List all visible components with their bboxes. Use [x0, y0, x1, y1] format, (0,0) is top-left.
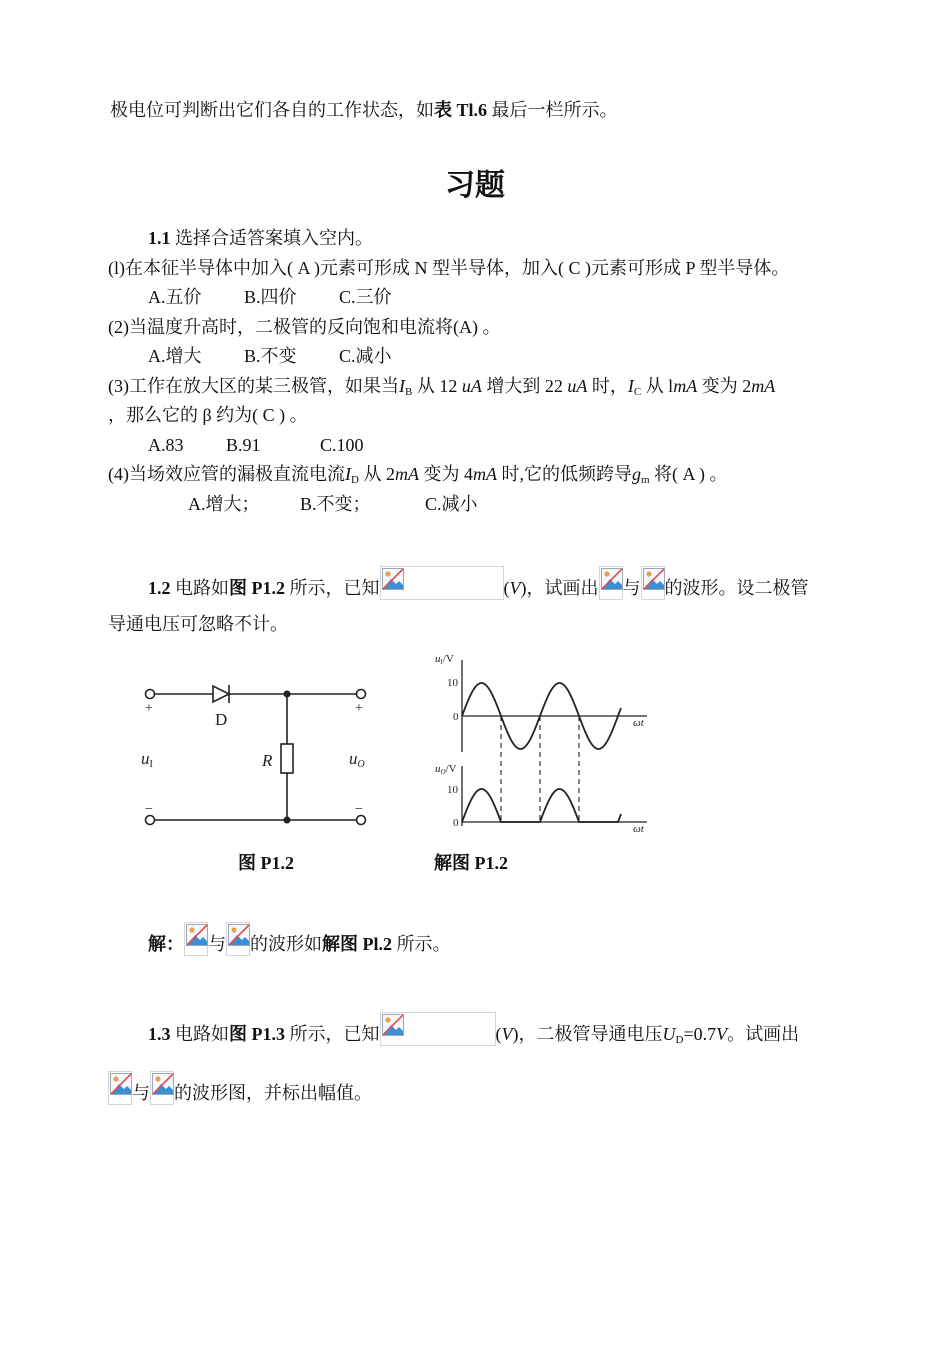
output-voltage-label: uO	[349, 749, 365, 770]
q1-3-text-line-2: 与 的波形图，并标出幅值。	[108, 1071, 372, 1105]
option-a: A.83	[148, 435, 184, 455]
waveform-diagram-p1-2	[425, 650, 660, 840]
option-b: B.不变	[244, 346, 297, 366]
section-title: 习题	[445, 168, 505, 203]
ui-tick-0: 0	[453, 711, 459, 723]
uo-tick-0: 0	[453, 817, 459, 829]
figure-reference: 图 P1.2	[229, 578, 285, 598]
option-b: B.91	[226, 435, 261, 455]
broken-image-icon	[184, 922, 208, 956]
question-intro: 选择合适答案填入空内。	[170, 228, 373, 248]
option-b: B.四价	[244, 287, 297, 307]
broken-image-icon	[380, 566, 504, 600]
uo-axis-label: uO/V	[435, 763, 457, 776]
table-reference: 表 Tl.6	[434, 100, 488, 120]
broken-image-icon	[226, 922, 250, 956]
uo-tick-10: 10	[447, 784, 458, 796]
broken-image-icon	[150, 1071, 174, 1105]
option-a: A.增大	[148, 346, 202, 366]
q1-1-item-3-cont: ，那么它的 β 约为( C ) 。	[108, 405, 308, 425]
q1-3-text-line-1: 1.3 电路如图 P1.3 所示，已知 (V)，二极管导通电压$U_D=0.7V$。试画出	[148, 1012, 799, 1052]
ui-axis-label: uI/V	[435, 653, 454, 666]
q1-2-text-line-2: 导通电压可忽略不计。	[108, 614, 288, 634]
q1-1-item-2: (2)当温度升高时，二极管的反向饱和电流将(A) 。	[108, 317, 501, 337]
option-c: C.100	[320, 435, 364, 455]
resistor-label: R	[262, 751, 273, 770]
diode-symbol	[213, 686, 229, 702]
input-terminal-top	[146, 690, 155, 699]
ui-x-label: ωt	[633, 717, 644, 729]
option-a: A.增大；	[188, 494, 260, 514]
input-plus: +	[145, 701, 153, 716]
output-minus: −	[355, 802, 363, 817]
figure-caption-p1-2: 图 P1.2	[238, 853, 294, 873]
ui-tick-10: 10	[447, 677, 458, 689]
q1-1-item-3: (3)工作在放大区的某三极管，如果当$I_B$ 从 12 uA 增大到 22 uA 时，$I_C$ 从 lmA 变为 2mA	[108, 376, 776, 398]
question-number: 1.1	[148, 228, 171, 248]
q1-1-item-1: (l)在本征半导体中加入( A )元素可形成 N 型半导体，加入( C )元素可形成 P 型半导体。	[108, 258, 790, 278]
q1-1-item-1-options	[148, 285, 392, 309]
q1-1-heading	[148, 226, 373, 250]
output-plus: +	[355, 701, 363, 716]
option-c: C.减小	[425, 494, 478, 514]
q1-2-text-line-1: 1.2 电路如图 P1.2 所示，已知 (V)，试画出 与 的波形。设二极管	[148, 566, 809, 600]
intro-text: 极电位可判断出它们各自的工作状态，如	[110, 100, 434, 120]
q1-1-item-2-options	[148, 344, 392, 368]
q1-1-item-4: (4)当场效应管的漏极直流电流$I_D$ 从 2mA 变为 4mA 时,它的低频跨导$g_m$ 将( A ) 。	[108, 464, 728, 486]
uo-x-label: ωt	[633, 823, 644, 835]
figure-reference: 解图 Pl.2	[322, 934, 392, 954]
broken-image-icon	[641, 566, 665, 600]
option-c: C.三价	[339, 287, 392, 307]
uo-rectified-wave	[462, 789, 621, 822]
circuit-diagram-p1-2	[135, 675, 385, 835]
figure-caption-solution-p1-2: 解图 P1.2	[434, 853, 508, 873]
option-b: B.不变；	[300, 494, 371, 514]
q1-1-item-4-options	[188, 492, 478, 516]
resistor-symbol	[281, 744, 293, 773]
broken-image-icon	[599, 566, 623, 600]
input-voltage-label: uI	[141, 749, 153, 770]
solution-label: 解：	[148, 934, 184, 954]
intro-text-end: 最后一栏所示。	[487, 100, 618, 120]
option-a: A.五价	[148, 287, 202, 307]
diode-label: D	[215, 710, 228, 729]
output-terminal-top	[357, 690, 366, 699]
q1-2-solution: 解： 与 的波形如解图 Pl.2 所示。	[148, 922, 451, 956]
broken-image-icon	[108, 1071, 132, 1105]
broken-image-icon	[380, 1012, 496, 1046]
input-minus: −	[145, 802, 153, 817]
figure-reference: 图 P1.3	[229, 1024, 285, 1044]
question-number: 1.2	[148, 578, 171, 598]
question-number: 1.3	[148, 1024, 171, 1044]
q1-1-item-3-options	[148, 433, 364, 457]
intro-text-line	[110, 98, 618, 122]
option-c: C.减小	[339, 346, 392, 366]
